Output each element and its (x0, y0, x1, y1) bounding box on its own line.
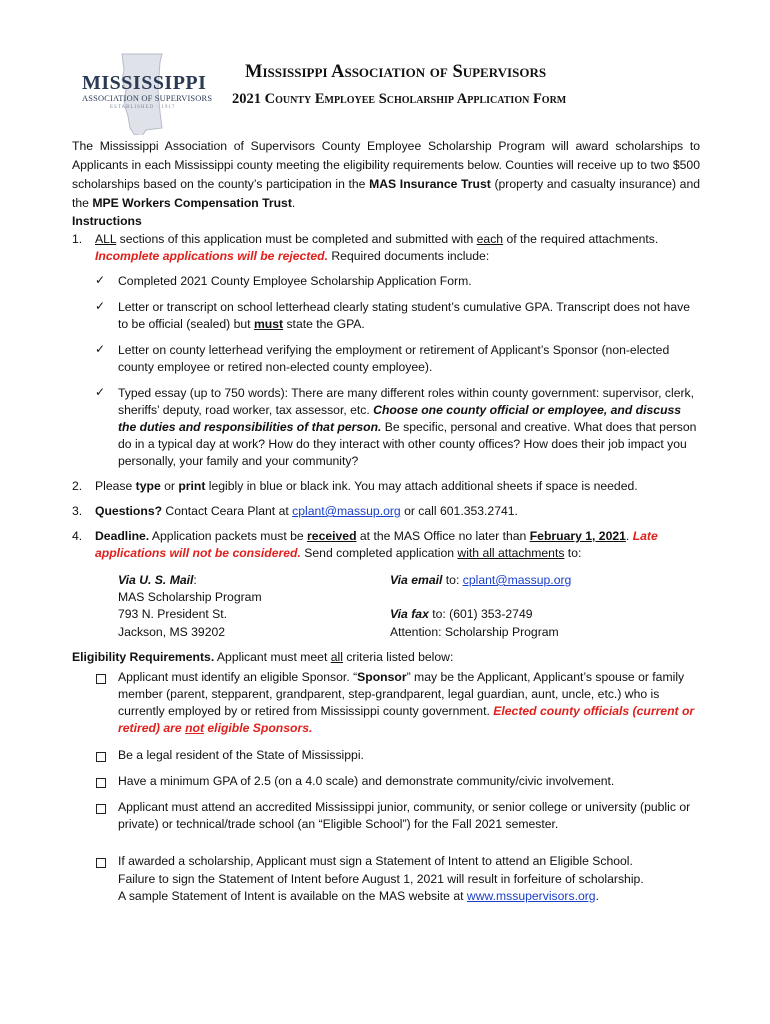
statement-text: A sample Statement of Intent is available on the MAS website at (118, 889, 467, 903)
checkmark-icon: ✓ (95, 385, 106, 399)
mail-address-line-2: 793 N. President St. (118, 607, 228, 621)
must-emphasis: must (253, 317, 284, 331)
item3-text-2: or call 601.353.2741. (400, 504, 518, 518)
all-criteria-underlined: all (330, 650, 343, 664)
page-subtitle: 2021 County Employee Scholarship Application Form (232, 91, 567, 107)
sponsor-text-1: Applicant must identify an eligible Sponsor. “ (118, 670, 358, 684)
item3-text-1: Contact Ceara Plant at (162, 504, 293, 518)
checkbox-resident[interactable] (96, 752, 106, 762)
eligibility-item-sponsor (118, 669, 700, 737)
page-title: Mississippi Association of Supervisors (245, 62, 547, 82)
mail-address-line-3: Jackson, MS 39202 (118, 625, 226, 639)
eligibility-heading-line (72, 649, 453, 666)
required-doc-3: Letter on county letterhead verifying the employment or retirement of Applicant’s Sponsor (non-elected county employee or retired non-elected county employee). (118, 343, 670, 374)
mail-address-line-1: MAS Scholarship Program (118, 590, 262, 604)
intro-text-3: . (291, 196, 296, 210)
via-mail-colon: : (193, 573, 197, 587)
intro-bold-mpe-trust: MPE Workers Compensation Trust (92, 196, 292, 210)
each-underlined: each (476, 232, 504, 246)
item1-text-3: Required documents include: (327, 249, 490, 263)
doc4-text-1: Typed essay (up to 750 words): There are many different roles within county government: supervisor, clerk, sheriffs’ deputy, road worker, tax assessor, etc. (118, 386, 695, 417)
via-email-label: Via email (390, 573, 443, 587)
via-email-to: to: (442, 573, 463, 587)
checkbox-school[interactable] (96, 804, 106, 814)
eligibility-heading: Eligibility Requirements. (72, 650, 215, 664)
item4-text-1: Application packets must be (149, 529, 308, 543)
required-doc-1: Completed 2021 County Employee Scholarship Application Form. (118, 274, 472, 288)
essay-prompt: Choose one county official or employee, and discuss the duties and responsibilities of that person. (118, 403, 682, 434)
checkmark-icon: ✓ (95, 342, 106, 356)
submission-email-link[interactable]: cplant@massup.org (462, 573, 572, 587)
eligibility-text-2: criteria listed below: (342, 650, 454, 664)
checkbox-gpa[interactable] (96, 778, 106, 788)
checkmark-icon: ✓ (95, 299, 106, 313)
rejection-warning: Incomplete applications will be rejected. (95, 249, 328, 263)
not-emphasis: not (185, 721, 205, 735)
email-line (390, 572, 571, 589)
statement-line-1: If awarded a scholarship, Applicant must sign a Statement of Intent to attend an Eligible School. (118, 854, 633, 868)
fax-attention: Attention: Scholarship Program (390, 625, 559, 639)
mail-label (118, 572, 197, 589)
required-doc-2 (118, 299, 700, 333)
statement-line-3 (118, 888, 599, 905)
fax-line (390, 606, 533, 623)
all-underlined: ALL (95, 232, 117, 246)
logo-established: ESTABLISHED · 1917 (110, 105, 176, 110)
questions-label: Questions? (95, 504, 163, 518)
instructions-heading: Instructions (72, 214, 142, 228)
intro-text-2: (property and casualty insurance) and the (72, 177, 700, 210)
instruction-item-2 (95, 478, 700, 495)
sponsor-text-2: ” may be the Applicant, Applicant’s spouse or family member (parent, stepparent, grandparent, step-grandparent, legal guardian, aunt, uncle, etc.) who is currently employed by or retired from Mississippi county government. (118, 670, 685, 718)
intro-bold-mas-insurance: MAS Insurance Trust (369, 177, 491, 191)
eligibility-item-gpa: Have a minimum GPA of 2.5 (on a 4.0 scale) and demonstrate community/civic involvement. (118, 774, 615, 788)
via-mail-label: Via U. S. Mail (118, 573, 194, 587)
deadline-date: February 1, 2021 (529, 529, 626, 543)
item2-text-3: legibly in blue or black ink. You may attach additional sheets if space is needed. (205, 479, 638, 493)
eligibility-item-resident: Be a legal resident of the State of Mississippi. (118, 748, 364, 762)
late-warning: Late applications will not be considered. (95, 529, 658, 560)
item4-text-5: to: (564, 546, 582, 560)
received-emphasis: received (307, 529, 357, 543)
checkbox-statement[interactable] (96, 858, 106, 868)
elected-warning-1: Elected county officials (current or retired) are (118, 704, 695, 735)
instruction-item-4 (95, 528, 700, 562)
required-doc-4 (118, 385, 700, 470)
instruction-item-1 (95, 231, 700, 265)
instruction-item-3 (95, 503, 700, 520)
logo-wordmark: MISSISSIPPI (82, 72, 207, 94)
item-number-1: 1. (72, 232, 83, 246)
type-bold: type (135, 479, 161, 493)
fax-number: to: (601) 353-2749 (428, 607, 533, 621)
item2-text-2: or (160, 479, 179, 493)
checkbox-sponsor[interactable] (96, 674, 106, 684)
mas-logo (70, 50, 215, 135)
mas-website-link[interactable]: www.mssupervisors.org (466, 889, 596, 903)
item-number-3: 3. (72, 504, 83, 518)
doc2-text-1: Letter or transcript on school letterhead clearly stating student’s cumulative GPA. Transcript does not have to be official (sealed) but (118, 300, 690, 331)
via-fax-label: Via fax (390, 607, 429, 621)
item4-text-3: . (625, 529, 633, 543)
item1-text-2: of the required attachments. (503, 232, 659, 246)
eligibility-item-school: Applicant must attend an accredited Mississippi junior, community, or senior college or university (public or private) or technical/trade school (an “Eligible School”) for the Fall 2021 semester. (118, 800, 691, 831)
logo-subtitle: ASSOCIATION OF SUPERVISORS (82, 94, 213, 103)
item1-text-1: sections of this application must be completed and submitted with (116, 232, 477, 246)
item4-text-2: at the MAS Office no later than (356, 529, 530, 543)
statement-end: . (595, 889, 599, 903)
item-number-2: 2. (72, 479, 83, 493)
item-number-4: 4. (72, 529, 83, 543)
checkmark-icon: ✓ (95, 273, 106, 287)
statement-line-2: Failure to sign the Statement of Intent before August 1, 2021 will result in forfeiture of scholarship. (118, 872, 644, 886)
deadline-label: Deadline. (95, 529, 150, 543)
intro-text-1: The Mississippi Association of Supervisors County Employee Scholarship Program will award scholarships to Applicants in each Mississippi county meeting the eligibility requirements below. Counties will receive up to two $500 scholarships based on the county’s participation in the (72, 139, 700, 191)
doc2-text-2: state the GPA. (283, 317, 365, 331)
print-bold: print (178, 479, 206, 493)
intro-paragraph (72, 137, 700, 213)
elected-warning-2: eligible Sponsors. (204, 721, 313, 735)
eligibility-text-1: Applicant must meet (214, 650, 331, 664)
item2-text-1: Please (95, 479, 136, 493)
sponsor-bold: Sponsor (357, 670, 407, 684)
doc4-text-2: Be specific, personal and creative. What does that person do in a typical day at work? How do they interact with other county offices? How does their job impact you personally, your family and your community? (118, 420, 697, 468)
contact-email-link[interactable]: cplant@massup.org (292, 504, 401, 518)
with-attachments-underlined: with all attachments (457, 546, 565, 560)
item4-text-4: Send completed application (300, 546, 458, 560)
